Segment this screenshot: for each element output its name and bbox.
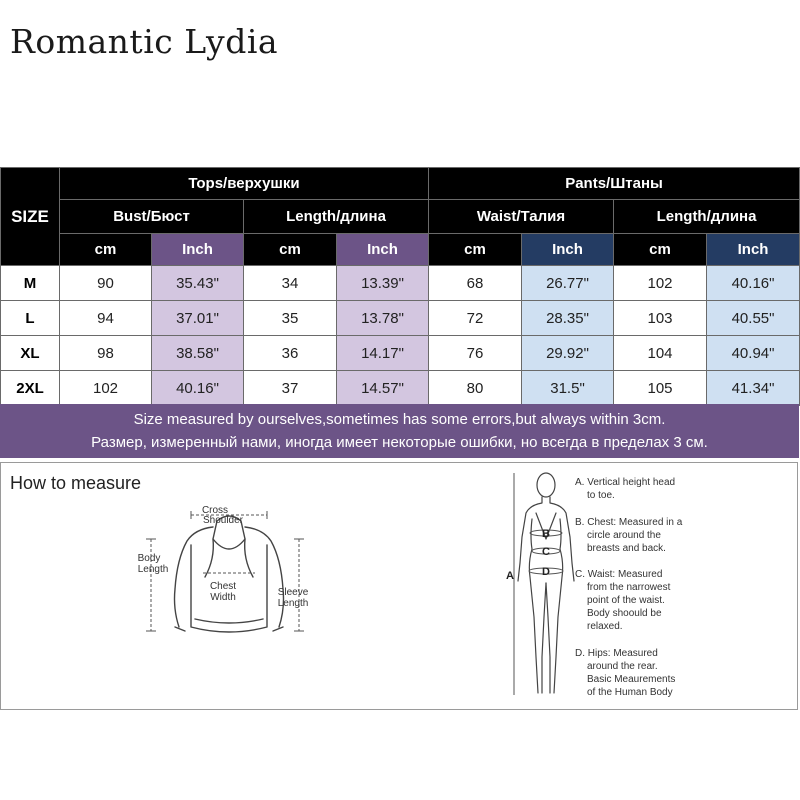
legend-c-line4: Body shoould be [587, 608, 662, 619]
tops-length-header: Length/длина [244, 200, 429, 234]
tops-length-inch-cell: 13.78" [337, 301, 429, 336]
table-row [1, 371, 800, 406]
pants-length-cm-cell: 105 [614, 371, 707, 406]
bust-inch-cell: 40.16" [152, 371, 244, 406]
body-measure-legend [573, 471, 723, 703]
dimension-lines [151, 515, 299, 631]
pants-length-inch-cell: 40.94" [707, 336, 800, 371]
table-row [1, 301, 800, 336]
header-row-groups [1, 168, 800, 200]
tops-length-cm-cell: 34 [244, 266, 337, 301]
legend-d-line2: around the rear. [587, 661, 658, 672]
pants-length-inch-cell: 40.55" [707, 301, 800, 336]
letter-d: D [542, 566, 550, 578]
waist-inch-cell: 29.92" [522, 336, 614, 371]
legend-c-line2: from the narrowest [587, 582, 671, 593]
label-body-line1: Body [137, 553, 161, 564]
size-chart-table [0, 167, 800, 406]
size-header: SIZE [1, 168, 60, 266]
bust-inch-cell: 35.43" [152, 266, 244, 301]
tops-length-inch-cell: 13.39" [337, 266, 429, 301]
unit-cm: cm [614, 234, 707, 266]
unit-inch: Inch [707, 234, 800, 266]
bust-cm-cell: 98 [60, 336, 152, 371]
how-to-measure-panel [0, 462, 798, 710]
bust-inch-cell: 38.58" [152, 336, 244, 371]
unit-cm: cm [60, 234, 152, 266]
bust-cm-cell: 90 [60, 266, 152, 301]
note-english: Size measured by ourselves,sometimes has some errors,but always within 3cm. [133, 411, 666, 428]
how-to-measure-title: How to measure [10, 473, 142, 493]
legend-d-line1: D. Hips: Measured [575, 648, 658, 659]
brand-logo: Romantic Lydia [10, 22, 279, 61]
top-measure-diagram [129, 499, 329, 651]
header-row-measures [1, 200, 800, 234]
pants-length-header: Length/длина [614, 200, 800, 234]
unit-cm: cm [429, 234, 522, 266]
measurement-note [0, 404, 799, 458]
tops-length-inch-cell: 14.17" [337, 336, 429, 371]
waist-cm-cell: 72 [429, 301, 522, 336]
size-cell: M [1, 266, 60, 301]
tops-length-cm-cell: 36 [244, 336, 337, 371]
bust-header: Bust/Бюст [60, 200, 244, 234]
pants-length-cm-cell: 104 [614, 336, 707, 371]
size-cell: L [1, 301, 60, 336]
waist-inch-cell: 26.77" [522, 266, 614, 301]
note-russian: Размер, измеренный нами, иногда имеет некоторые ошибки, но всегда в пределах 3 см. [91, 434, 708, 451]
tops-length-cm-cell: 35 [244, 301, 337, 336]
unit-cm: cm [244, 234, 337, 266]
waist-cm-cell: 80 [429, 371, 522, 406]
label-sleeve-line1: Sleeve [277, 587, 309, 598]
legend-a-line2: to toe. [587, 490, 615, 501]
pants-header: Pants/Штаны [429, 168, 800, 200]
letter-c: C [542, 546, 550, 558]
legend-b-line3: breasts and back. [587, 543, 666, 554]
legend-a-line1: A. Vertical height head [575, 477, 676, 488]
label-sleeve-line2: Length [277, 598, 309, 609]
sweater-sketch [175, 516, 284, 632]
tops-header: Tops/верхушки [60, 168, 429, 200]
legend-c-line5: relaxed. [587, 621, 623, 632]
label-cross-line1: Cross [201, 505, 229, 516]
unit-inch: Inch [152, 234, 244, 266]
label-cross-line2: Shoulder [202, 515, 244, 526]
waist-header: Waist/Талия [429, 200, 614, 234]
table-row [1, 266, 800, 301]
legend-b-line1: B. Chest: Measured in a [575, 517, 683, 528]
legend-b-line2: circle around the [587, 530, 661, 541]
pants-length-cm-cell: 103 [614, 301, 707, 336]
tops-length-inch-cell: 14.57" [337, 371, 429, 406]
waist-inch-cell: 31.5" [522, 371, 614, 406]
unit-inch: Inch [522, 234, 614, 266]
table-row [1, 336, 800, 371]
legend-d-line3: Basic Meaurements [587, 674, 676, 685]
human-body-sketch [518, 473, 574, 693]
pants-length-cm-cell: 102 [614, 266, 707, 301]
waist-inch-cell: 28.35" [522, 301, 614, 336]
legend-d-line4: of the Human Body [587, 687, 673, 698]
bust-cm-cell: 102 [60, 371, 152, 406]
unit-inch: Inch [337, 234, 429, 266]
bust-inch-cell: 37.01" [152, 301, 244, 336]
size-cell: XL [1, 336, 60, 371]
size-cell: 2XL [1, 371, 60, 406]
header-row-units [1, 234, 800, 266]
bust-cm-cell: 94 [60, 301, 152, 336]
waist-cm-cell: 76 [429, 336, 522, 371]
label-body-line2: Length [137, 564, 169, 575]
pants-length-inch-cell: 41.34" [707, 371, 800, 406]
legend-c-line1: C. Waist: Measured [575, 569, 663, 580]
label-chest-line2: Width [210, 592, 236, 603]
label-chest-line1: Chest [209, 581, 237, 592]
letter-b: B [542, 528, 550, 540]
pants-length-inch-cell: 40.16" [707, 266, 800, 301]
letter-a: A [506, 570, 514, 582]
legend-c-line3: point of the waist. [587, 595, 665, 606]
tops-length-cm-cell: 37 [244, 371, 337, 406]
waist-cm-cell: 68 [429, 266, 522, 301]
